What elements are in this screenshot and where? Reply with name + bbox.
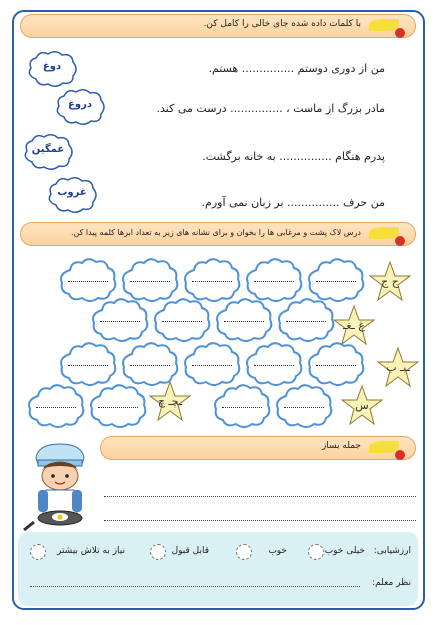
sentence-line-1[interactable] — [104, 496, 416, 497]
apple-icon — [395, 28, 405, 38]
cloud-answer-box[interactable] — [212, 382, 272, 428]
cloud-answer-box[interactable] — [88, 382, 148, 428]
star-jim-label: ج ج — [381, 275, 399, 288]
answer-line — [162, 321, 202, 322]
option-acceptable-radio[interactable] — [150, 544, 166, 560]
ribbon-icon — [369, 227, 399, 239]
sentence-2: مادر بزرگ از ماست ، ............... درست می کند. — [156, 102, 385, 115]
section3-banner — [100, 436, 416, 460]
answer-line — [68, 365, 108, 366]
answer-line — [130, 281, 170, 282]
option-very-good-label: خیلی خوب — [324, 546, 365, 556]
cloud-answer-box[interactable] — [276, 296, 336, 342]
star-che — [148, 380, 192, 424]
answer-line — [192, 365, 232, 366]
answer-line — [316, 281, 356, 282]
star-be-label: ـبـ ب — [386, 361, 410, 374]
apple-icon — [395, 236, 405, 246]
cloud-answer-box[interactable] — [58, 340, 118, 386]
option-needs-effort-label: نیاز به تلاش بیشتر — [56, 546, 125, 556]
answer-line — [192, 281, 232, 282]
answer-line — [316, 365, 356, 366]
section1-banner — [20, 14, 416, 38]
answer-line — [36, 407, 76, 408]
teacher-comment-label: نظر معلم: — [372, 578, 411, 588]
apple-icon — [395, 450, 405, 460]
section2-instruction: درس لاک پشت و مرغابی ها را بخوان و برای نشانه های زیر به تعداد ابرها کلمه پیدا کن. — [70, 228, 361, 237]
section3-instruction: جمله بساز — [321, 441, 361, 451]
ribbon-icon — [369, 441, 399, 453]
word-badge-ghamgin — [22, 133, 74, 171]
option-needs-effort-radio[interactable] — [30, 544, 46, 560]
chef-boy-illustration — [22, 440, 102, 532]
answer-line — [68, 281, 108, 282]
word-dorugh: دروغ — [68, 99, 92, 110]
option-good-radio[interactable] — [236, 544, 252, 560]
star-jim — [368, 260, 412, 304]
answer-line — [284, 407, 324, 408]
word-ghamgin: غمگین — [31, 144, 65, 155]
answer-line — [130, 365, 170, 366]
option-acceptable-label: قابل قبول — [171, 546, 209, 556]
word-badge-dugh — [26, 50, 78, 88]
answer-line — [100, 321, 140, 322]
word-ghorub: غروب — [57, 187, 87, 198]
cloud-answer-box[interactable] — [26, 382, 86, 428]
answer-line — [222, 407, 262, 408]
star-ghein-label: غ ـغـ — [343, 319, 365, 332]
sentence-4: من حرف ............... بر زبان نمی آورم. — [201, 196, 385, 209]
star-che-label: ـچـ چ — [157, 395, 183, 408]
section2-banner — [20, 222, 416, 246]
word-dugh: دوغ — [42, 61, 62, 72]
answer-line — [254, 281, 294, 282]
cloud-answer-box[interactable] — [214, 296, 274, 342]
cloud-answer-box[interactable] — [274, 382, 334, 428]
star-sin-label: س — [355, 399, 369, 412]
star-sin — [340, 384, 384, 428]
cloud-answer-box[interactable] — [90, 296, 150, 342]
word-badge-ghorub — [46, 176, 98, 214]
option-good-label: خوب — [268, 546, 287, 556]
answer-line — [254, 365, 294, 366]
sentence-1: من از دوری دوستم ............... هستم. — [208, 62, 385, 75]
evaluation-label: ارزشیابی: — [373, 546, 411, 556]
answer-line — [98, 407, 138, 408]
cloud-answer-box[interactable] — [244, 340, 304, 386]
sentence-3: پدرم هنگام ............... به خانه برگشت. — [202, 150, 385, 163]
star-ghein — [332, 304, 376, 348]
word-badge-dorugh — [54, 88, 106, 126]
ribbon-icon — [369, 19, 399, 31]
section1-instruction: با کلمات داده شده جای خالی را کامل کن. — [203, 19, 361, 29]
answer-line — [224, 321, 264, 322]
answer-line — [286, 321, 326, 322]
sentence-line-2[interactable] — [104, 520, 416, 521]
cloud-answer-box[interactable] — [152, 296, 212, 342]
evaluation-box — [18, 532, 418, 606]
option-very-good-radio[interactable] — [308, 544, 324, 560]
teacher-comment-line[interactable] — [30, 586, 360, 587]
